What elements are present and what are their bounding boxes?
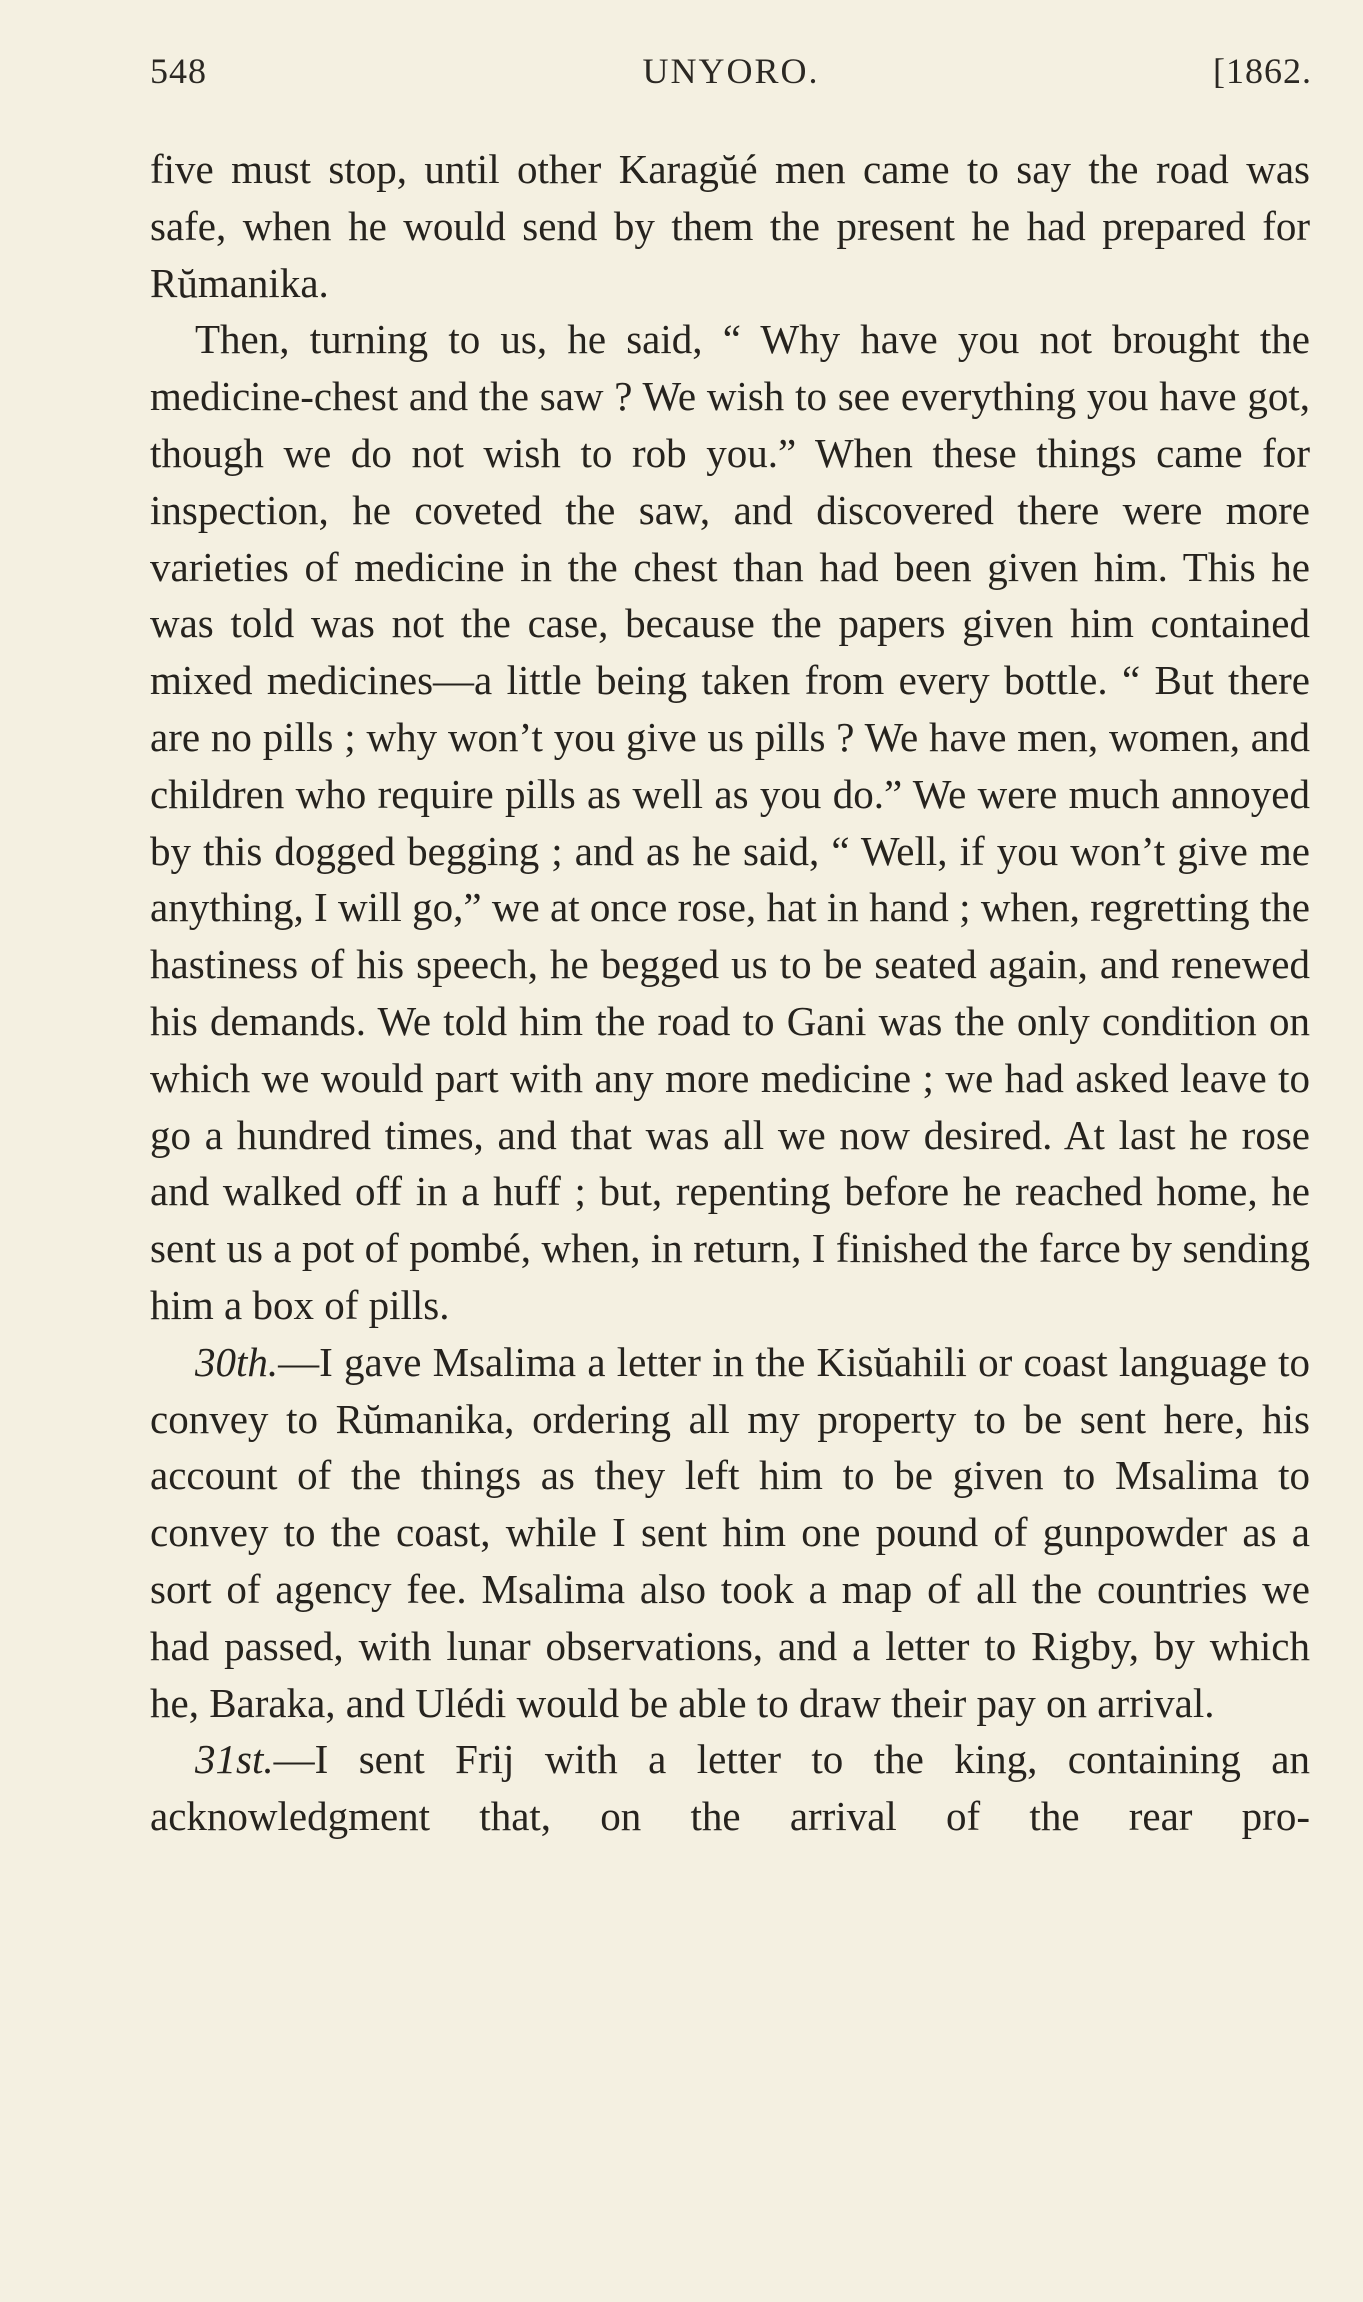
running-head bbox=[150, 50, 1312, 100]
body-text bbox=[150, 141, 1310, 1845]
date-label-30th: 30th. bbox=[195, 1338, 279, 1385]
date-label-31st: 31st. bbox=[195, 1736, 274, 1783]
paragraph-4 bbox=[150, 1731, 1310, 1845]
paragraph-2-text: Then, turning to us, he said, “ Why have you not brought the medicine-chest and the saw ? We wish to see everything you have got, though we do not wish to rob you.” When these things came for inspection, he coveted the saw, and discovered there were more varieties of medicine in the chest than had been given him. This he was told was not the case, because the papers given him contained mixed medicines—a little being taken from every bottle. “ But there are no pills ; why won’t you give us pills ? We have men, women, and children who require pills as well as you do.” We were much annoyed by this dogged begging ; and as he said, “ Well, if you won’t give me anything, I will go,” we at once rose, hat in hand ; when, regretting the hastiness of his speech, he begged us to be seated again, and renewed his demands. We told him the road to Gani was the only condition on which we would part with any more medicine ; we had asked leave to go a hundred times, and that was all we now desired. At last he rose and walked off in a huff ; but, repenting before he reached home, he sent us a pot of pombé, when, in return, I finished the farce by sending him a box of pills. bbox=[150, 316, 1310, 1328]
paragraph-2 bbox=[150, 311, 1310, 1333]
running-date: [1862. bbox=[1213, 51, 1312, 91]
paragraph-3-text: —I gave Msalima a letter in the Kisŭahili or coast language to convey to Rŭmanika, ordering all my property to be sent here, his account of the things as they left him to be given to Msalima to convey to the coast, while I sent him one pound of gunpowder as a sort of agency fee. Msalima also took a map of all the countries we had passed, with lunar observations, and a letter to Rigby, by which he, Baraka, and Ulédi would be able to draw their pay on arrival. bbox=[150, 1338, 1310, 1726]
running-title: UNYORO. bbox=[642, 51, 820, 91]
page-number: 548 bbox=[150, 51, 207, 91]
paragraph-4-text: —I sent Frij with a letter to the king, containing an acknowledgment that, on the arrival of the rear pro- bbox=[150, 1736, 1310, 1840]
paragraph-3 bbox=[150, 1334, 1310, 1732]
paragraph-1-text: five must stop, until other Karagŭé men came to say the road was safe, when he would send by them the present he had prepared for Rŭmanika. bbox=[150, 146, 1310, 306]
paragraph-1 bbox=[150, 141, 1310, 311]
